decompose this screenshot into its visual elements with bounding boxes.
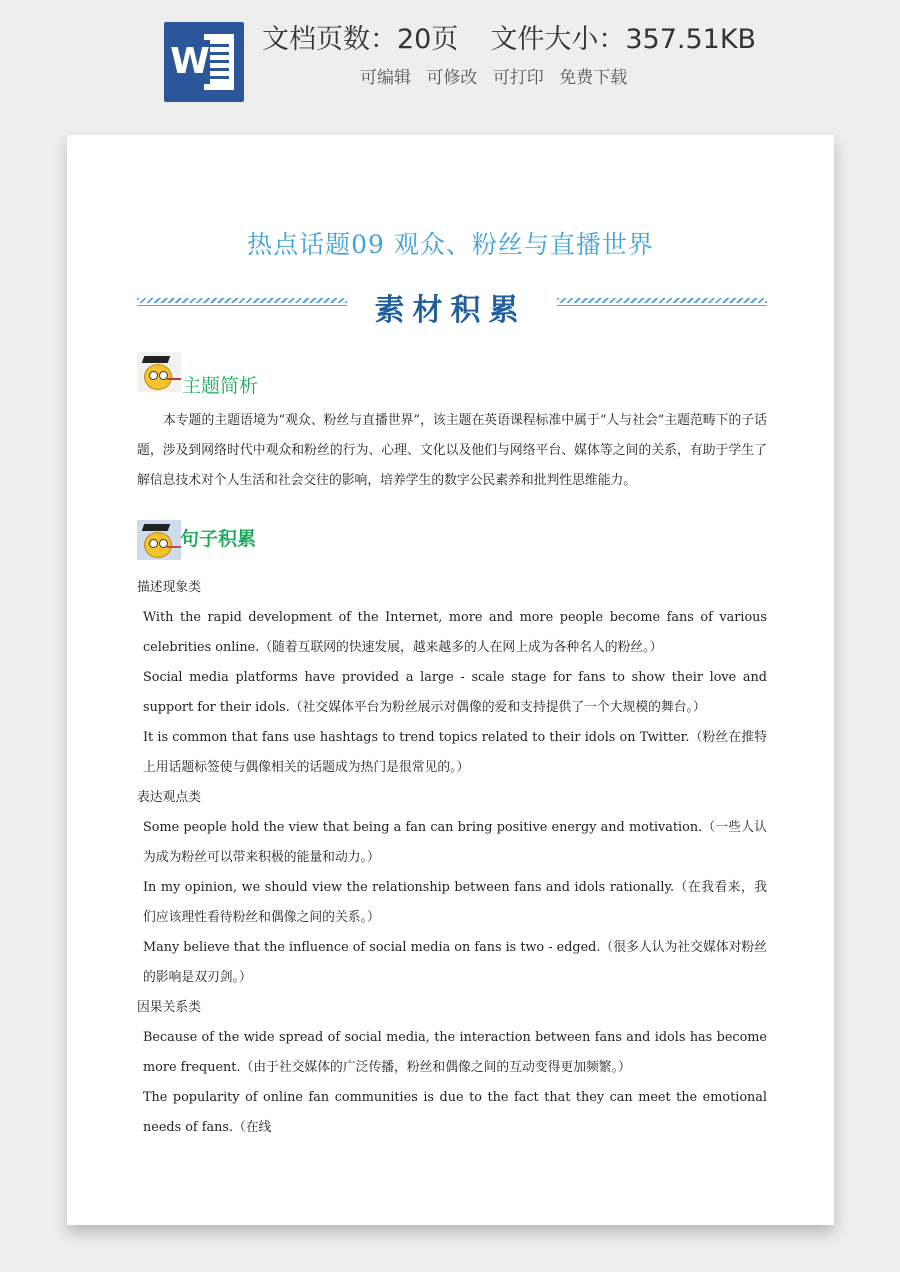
- sentence-item: The popularity of online fan communities is due to the fact that they can meet the emotional needs of fans.（在线: [143, 1090, 767, 1135]
- document-title: 热点话题09 观众、粉丝与直播世界: [247, 230, 654, 259]
- word-document-icon: [164, 22, 244, 102]
- feature-list: [360, 64, 637, 92]
- category-describe-phenomena: 描述现象类: [137, 580, 201, 595]
- sentence-item: In my opinion, we should view the relationship between fans and idols rationally.（在我看来，我们应该理性看待粉丝和偶像之间的关系。）: [143, 880, 767, 925]
- download-banner: [0, 0, 900, 120]
- category-express-opinion: 表达观点类: [137, 790, 201, 805]
- word-icon-letter: W: [170, 41, 210, 82]
- decorative-rule-right: [557, 298, 767, 308]
- section-heading-topic-analysis: 主题简析: [182, 375, 259, 397]
- page-count-label: 文档页数：20页: [262, 24, 459, 55]
- mascot-teacher-icon: [137, 352, 181, 392]
- feature-editable: 可编辑: [360, 68, 411, 88]
- sentence-list: [137, 573, 767, 1143]
- feature-printable: 可打印: [492, 68, 544, 88]
- topic-analysis-paragraph: 本专题的主题语境为“观众、粉丝与直播世界”，该主题在英语课程标准中属于“人与社会”主题范畴下的子话题，涉及到网络时代中观众和粉丝的行为、心理、文化以及他们与网络平台、媒体等之间的关系，有助于学生了解信息技术对个人生活和社会交往的影响，培养学生的数字公民素养和批判性思维能力。: [137, 413, 767, 488]
- category-cause-effect: 因果关系类: [137, 1000, 201, 1015]
- sentence-item: Some people hold the view that being a fan can bring positive energy and motivation.（一些人认为成为粉丝可以带来积极的能量和动力。）: [143, 820, 767, 865]
- sentence-item: With the rapid development of the Internet, more and more people become fans of various celebrities online.（随着互联网的快速发展，越来越多的人在网上成为各种名人的粉丝。）: [143, 610, 767, 655]
- section-banner-title: 素材积累: [374, 293, 527, 328]
- sentence-item: Many believe that the influence of social media on fans is two - edged.（很多人认为社交媒体对粉丝的影响是双刃剑。）: [143, 940, 767, 985]
- file-info: [262, 20, 756, 60]
- sentence-item: Because of the wide spread of social media, the interaction between fans and idols has become more frequent.（由于社交媒体的广泛传播，粉丝和偶像之间的互动变得更加频繁。）: [143, 1030, 767, 1075]
- feature-modifiable: 可修改: [426, 68, 478, 88]
- sentence-item: Social media platforms have provided a large - scale stage for fans to show their love and support for their idols.（社交媒体平台为粉丝展示对偶像的爱和支持提供了一个大规模的舞台。）: [143, 670, 767, 715]
- sentence-item: It is common that fans use hashtags to trend topics related to their idols on Twitter.（粉丝在推特上用话题标签使与偶像相关的话题成为热门是很常见的。）: [143, 730, 767, 775]
- feature-free-download: 免费下载: [559, 68, 628, 88]
- document-page: [67, 135, 834, 1225]
- section-heading-sentence-bank: 句子积累: [180, 528, 257, 550]
- file-size-label: 文件大小：357.51KB: [490, 24, 757, 55]
- mascot-reader-icon: [137, 520, 181, 560]
